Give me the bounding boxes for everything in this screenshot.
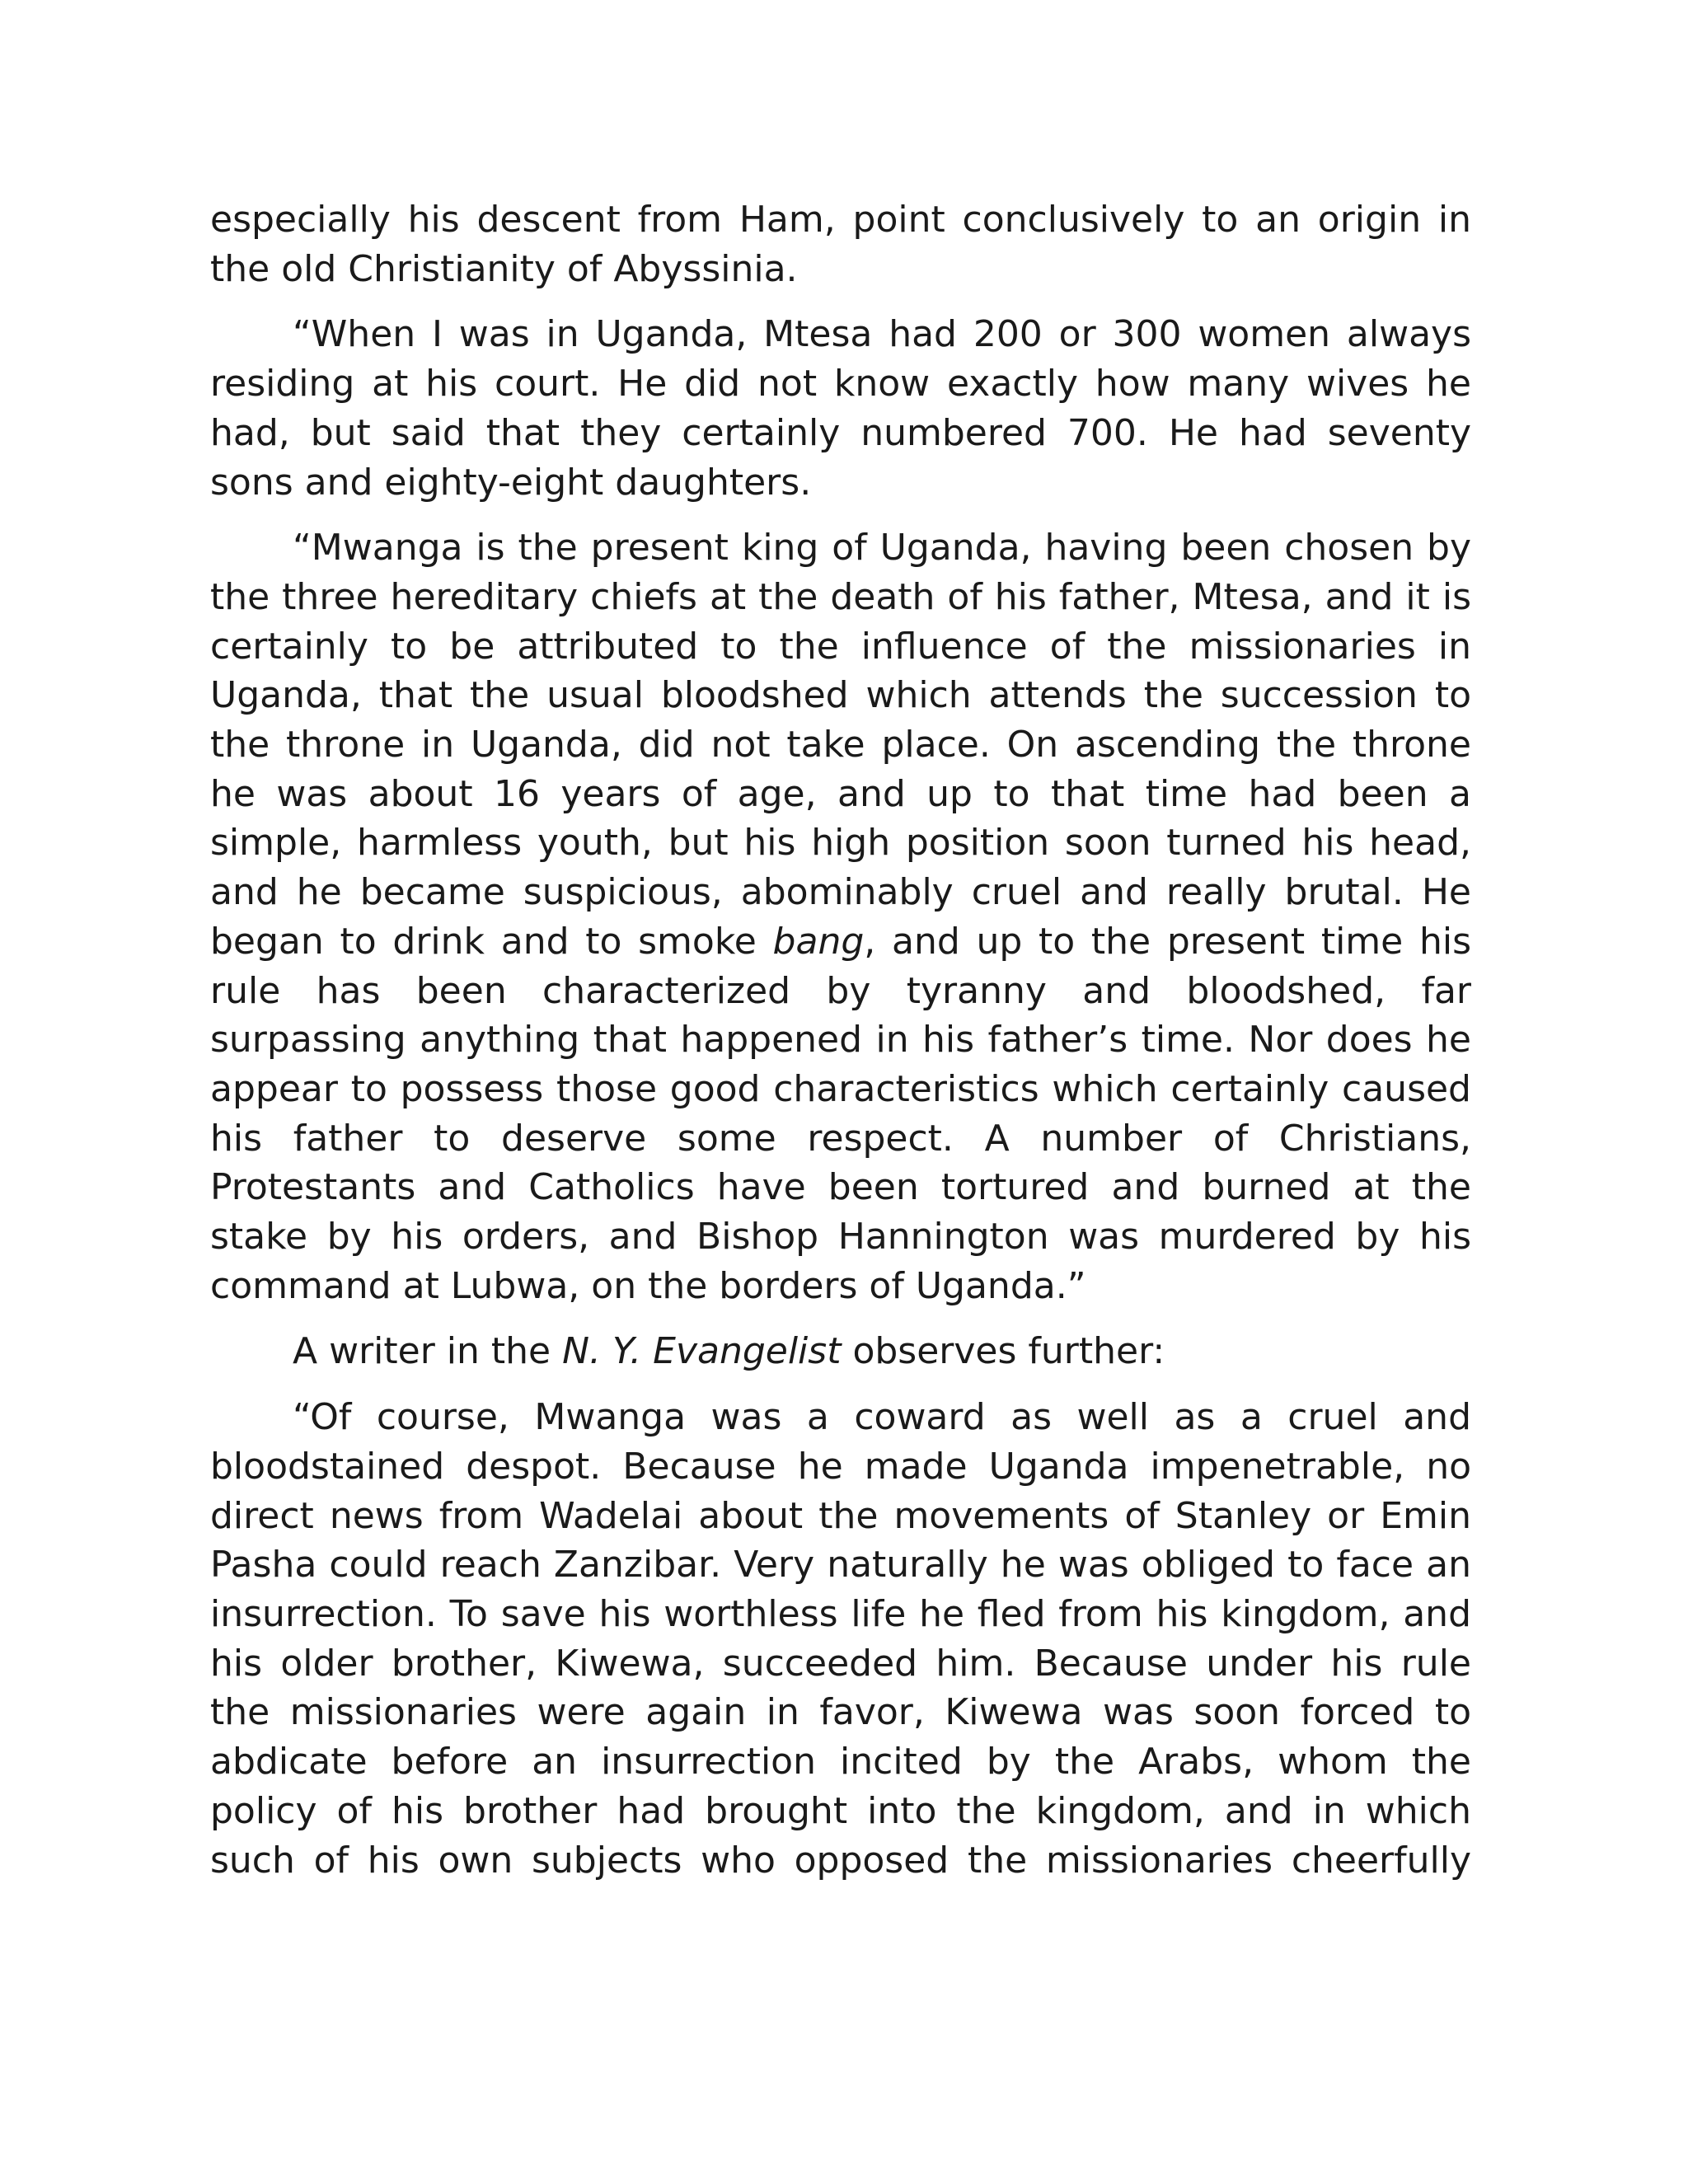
paragraph-5-text: “Of course, Mwanga was a coward as well as a cruel and bloodstained despot. Because he made Uganda impenetrable, no direct news from Wadelai about the movements of Stanley or Emin Pasha could reach Zanzibar. Very naturally he was obliged to face an insurrection. To save his worthless life he fled from his kingdom, and his older brother, Kiwewa, succeeded him. Because under his rule the missionaries were again in favor, Kiwewa was soon forced to abdicate before an insurrection incited by the Arabs, whom the policy of his brother had brought into the kingdom, and in which such of his own subjects who opposed the missionaries cheerfully	[210, 1396, 1471, 1882]
paragraph-3	[210, 523, 1471, 1310]
paragraph-2	[210, 310, 1471, 507]
paragraph-4-text-start: A writer in the	[293, 1330, 563, 1373]
paragraph-3-text-end: , and up to the present time his rule has been characterized by tyranny and bloodshed, far surpassing anything that happened in his father’s time. Nor does he appear to possess those good characteristics which certainly caused his father to deserve some respect. A number of Christians, Protestants and Catholics have been tortured and burned at the stake by his orders, and Bishop Hannington was murdered by his command at Lubwa, on the borders of Uganda.”	[210, 920, 1471, 1307]
paragraph-3-text-start: “Mwanga is the present king of Uganda, having been chosen by the three hereditary chiefs at the death of his father, Mtesa, and it is certainly to be attributed to the influence of the missionaries in Uganda, that the usual bloodshed which attends the succession to the throne in Uganda, did not take place. On ascending the throne he was about 16 years of age, and up to that time had been a simple, harmless youth, but his high position soon turned his head, and he became suspicious, abominably cruel and really brutal. He began to drink and to smoke	[210, 527, 1471, 963]
paragraph-4-text-end: observes further:	[841, 1330, 1165, 1373]
italic-word-bang: bang	[772, 920, 865, 963]
italic-publication-title: N. Y. Evangelist	[562, 1330, 842, 1373]
paragraph-2-text: “When I was in Uganda, Mtesa had 200 or 300 women always residing at his court. He did not know exactly how many wives he had, but said that they certainly numbered 700. He had seventy sons and eighty-eight daughters.	[210, 313, 1471, 504]
paragraph-4	[210, 1327, 1471, 1376]
paragraph-5	[210, 1393, 1471, 1885]
paragraph-1-text: especially his descent from Ham, point conclusively to an origin in the old Christianity of Abyssinia.	[210, 199, 1471, 290]
paragraph-1	[210, 195, 1471, 293]
body-text	[210, 195, 1471, 1885]
